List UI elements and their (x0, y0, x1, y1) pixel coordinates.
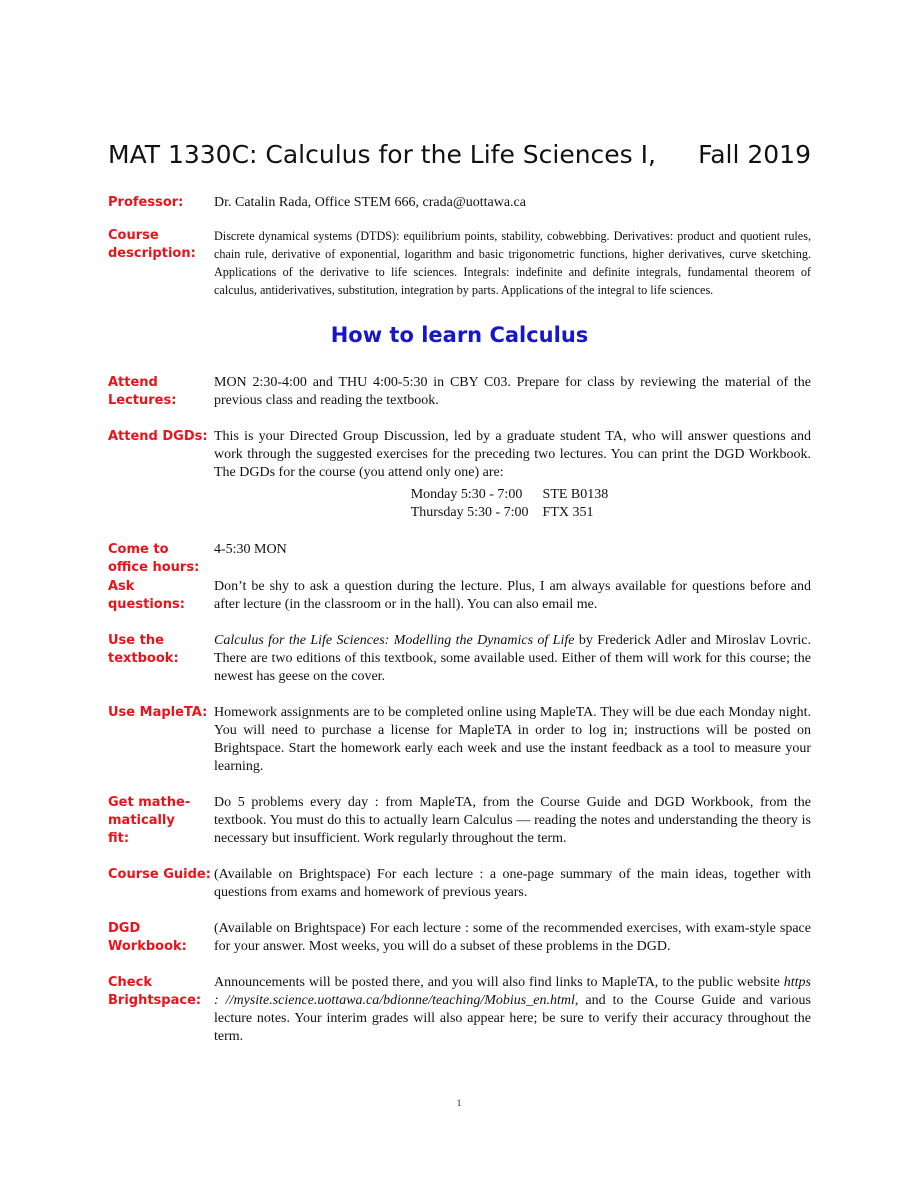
textbook-title: Calculus for the Life Sciences: Modelling the Dynamics of Life (214, 633, 575, 648)
textbook-row (108, 632, 811, 686)
dgd-workbook-label: DGD Workbook: (108, 921, 187, 954)
fit-text: Do 5 problems every day : from MapleTA, from the Course Guide and DGD Workbook, from the textbook. You must do this to actually learn Calculus — reading the notes and understanding the theory is necessary but insufficient. Work regularly throughout the term. (214, 795, 811, 846)
dgds-text: This is your Directed Group Discussion, led by a graduate student TA, who will answer questions and work through the suggested exercises for the preceding two lectures. You can print the DGD Workbook. The DGDs for the course (you attend only one) are: (214, 429, 811, 480)
brightspace-label: Check Brightspace: (108, 975, 202, 1008)
office-hours-label: Come to office hours: (108, 542, 200, 575)
brightspace-url[interactable]: https : //mysite.science.uottawa.ca/bdionne/teaching/Mobius_en.html (214, 975, 811, 1008)
dgd-room: STE B0138 (542, 487, 609, 502)
office-hours-row (108, 541, 811, 577)
mapleta-label: Use MapleTA: (108, 705, 208, 720)
course-description-label: Course description: (108, 228, 196, 261)
textbook-text: by Frederick Adler and Miroslav Lovric. There are two editions of this textbook, some available used. Either of them will work for this course; the newest has geese on the cover. (214, 633, 811, 684)
table-row (411, 486, 615, 504)
brightspace-row (108, 974, 811, 1046)
office-hours-text: 4-5:30 MON (214, 542, 287, 557)
dgd-room: FTX 351 (542, 505, 594, 520)
dgd-workbook-row (108, 920, 811, 956)
dgd-time: Thursday 5:30 - 7:00 (410, 505, 529, 520)
course-guide-label: Course Guide: (108, 867, 211, 882)
brightspace-content (214, 974, 811, 1046)
fit-label: Get mathe- matically fit: (108, 795, 191, 846)
table-row (411, 504, 615, 522)
professor-label: Professor: (108, 195, 184, 210)
ask-questions-text: Don’t be shy to ask a question during the lecture. Plus, I am always available for questions before and after lecture (in the classroom or in the hall). You can also email me. (214, 579, 811, 612)
dgds-label: Attend DGDs: (108, 429, 208, 444)
ask-questions-label: Ask questions: (108, 579, 185, 612)
professor-row (108, 194, 811, 212)
textbook-content (214, 632, 811, 686)
lectures-label: Attend Lectures: (108, 375, 177, 408)
textbook-label: Use the textbook: (108, 633, 179, 666)
mapleta-row (108, 704, 811, 776)
page-title (108, 138, 811, 172)
lectures-text: MON 2:30-4:00 and THU 4:00-5:30 in CBY C03. Prepare for class by reviewing the material of the previous class and reading the textbook. (214, 375, 811, 408)
course-description-row (108, 227, 811, 299)
mapleta-text: Homework assignments are to be completed online using MapleTA. They will be due each Monday night. You will need to purchase a license for MapleTA in order to log in; instructions will be posted on Brightspace. Start the homework early each week and use the instant feedback as a tool to measure your learning. (214, 705, 811, 774)
dgds-row (108, 428, 811, 522)
syllabus-page (108, 138, 811, 1046)
lectures-row (108, 374, 811, 410)
course-guide-row (108, 866, 811, 902)
fit-row (108, 794, 811, 848)
professor-text: Dr. Catalin Rada, Office STEM 666, crada@uottawa.ca (214, 195, 526, 210)
brightspace-text-before: Announcements will be posted there, and you will also find links to MapleTA, to the public website (214, 975, 784, 990)
course-title: MAT 1330C: Calculus for the Life Sciences I, (108, 140, 656, 169)
dgd-schedule-table (411, 486, 615, 522)
page-number: 1 (456, 1098, 462, 1108)
course-description-text: Discrete dynamical systems (DTDS): equilibrium points, stability, cobwebbing. Derivatives: product and quotient rules, chain rule, derivative of exponential, logarithm and basic trigonometric functions, higher derivatives, curve sketching. Applications of the derivative to life sciences. Integrals: indefinite and definite integrals, fundamental theorem of calculus, antiderivatives, substitution, integration by parts. Applications of the integral to life sciences. (214, 229, 811, 297)
dgds-content (214, 428, 811, 522)
course-term: Fall 2019 (698, 140, 811, 169)
dgd-time: Monday 5:30 - 7:00 (410, 487, 523, 502)
brightspace-text-after: , and to the Course Guide and various lecture notes. Your interim grades will also appear here; be sure to verify their accuracy throughout the term. (214, 993, 811, 1044)
course-guide-text: (Available on Brightspace) For each lecture : a one-page summary of the main ideas, together with questions from exams and homework of previous years. (214, 867, 811, 900)
dgd-workbook-text: (Available on Brightspace) For each lecture : some of the recommended exercises, with exam-style space for your answer. Most weeks, you will do a subset of these problems in the DGD. (214, 921, 811, 954)
ask-questions-row (108, 578, 811, 614)
how-to-learn-heading: How to learn Calculus (330, 323, 589, 347)
